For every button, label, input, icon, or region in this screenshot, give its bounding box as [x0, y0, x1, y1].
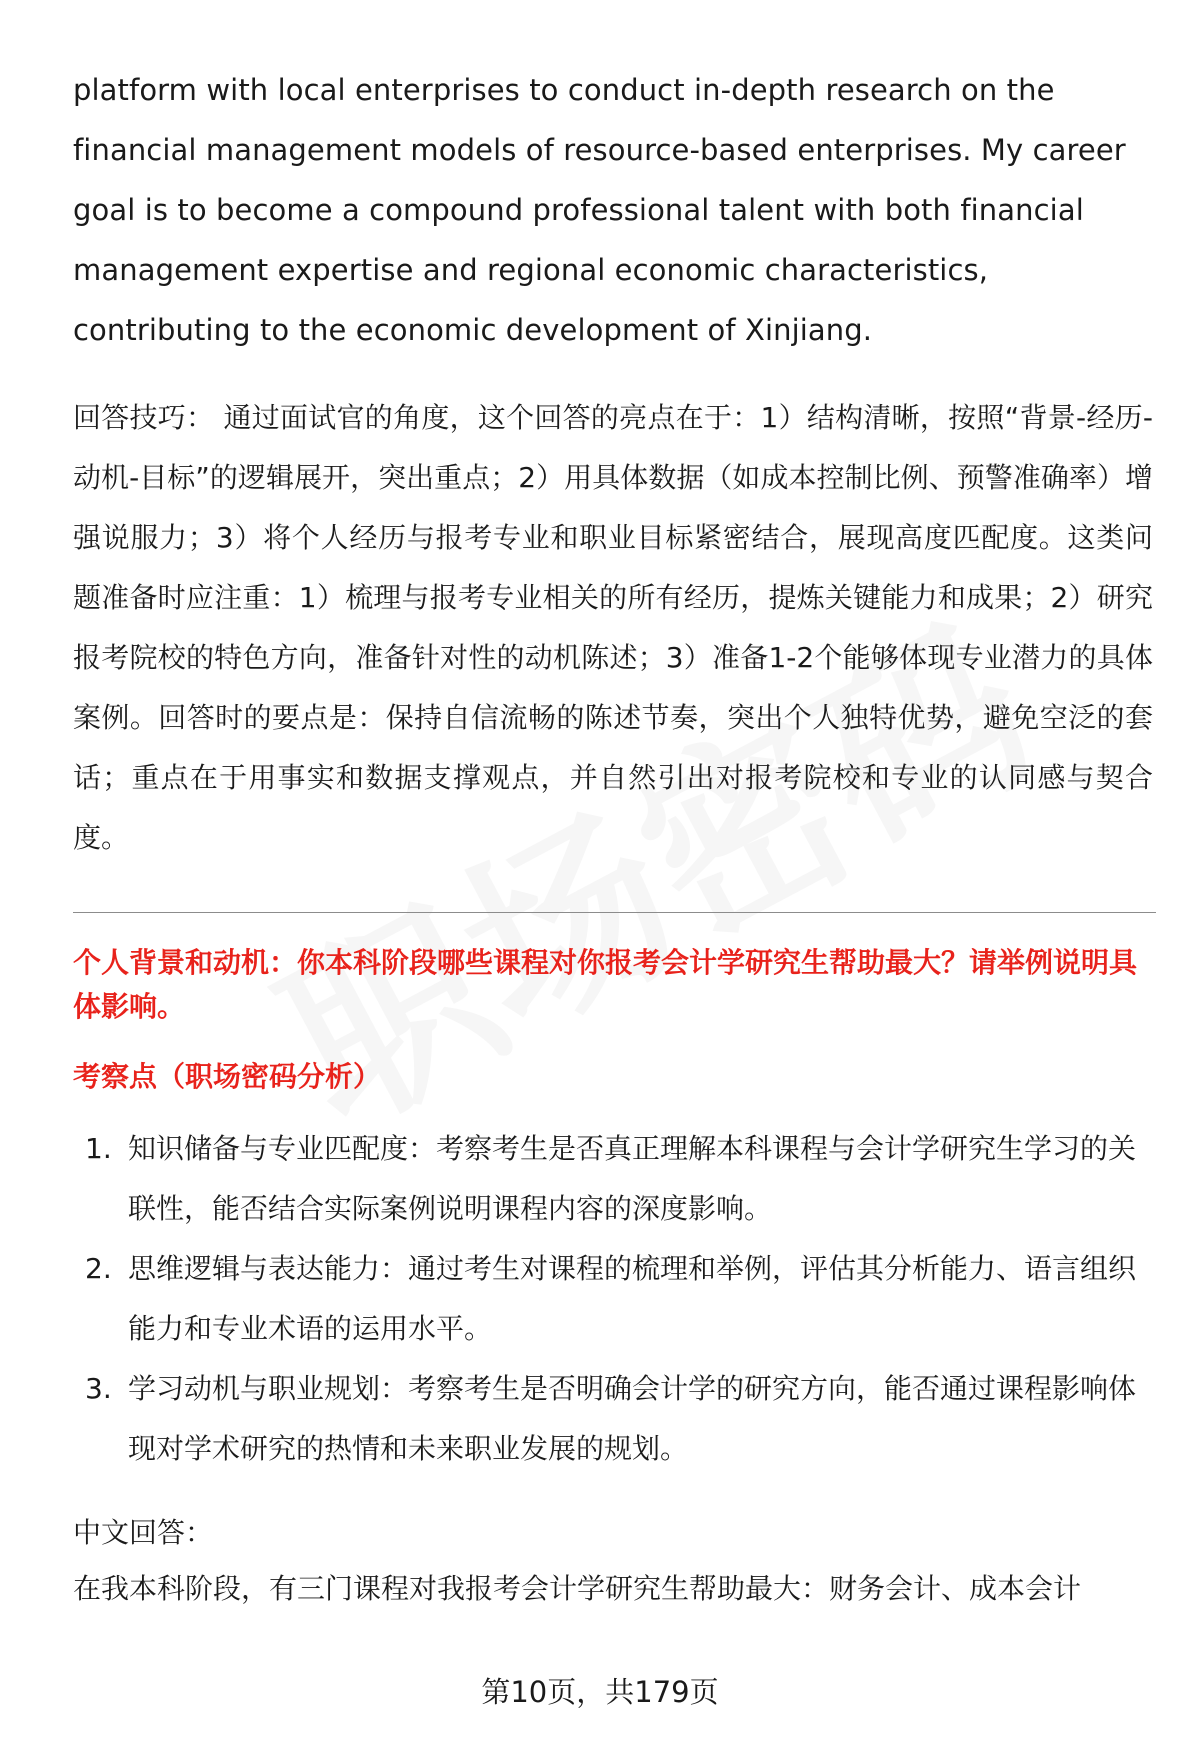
list-item-number: 3.: [85, 1372, 112, 1405]
chinese-answer-label: 中文回答：: [73, 1516, 214, 1549]
document-page: [73, 60, 1153, 1617]
assessment-points-list: [73, 1119, 1153, 1479]
list-item: [73, 1119, 1153, 1239]
assessment-points-title: 考察点（职场密码分析）: [73, 1060, 382, 1093]
question-heading: 个人背景和动机：你本科阶段哪些课程对你报考会计学研究生帮助最大？请举例说明具体影响。: [73, 946, 1138, 1023]
tips-paragraph: 回答技巧： 通过面试官的角度，这个回答的亮点在于：1）结构清晰，按照“背景-经历-动机-目标”的逻辑展开，突出重点；2）用具体数据（如成本控制比例、预警准确率）增强说服力；3）将个人经历与报考专业和职业目标紧密结合，展现高度匹配度。这类问题准备时应注重：1）梳理与报考专业相关的所有经历，提炼关键能力和成果；2）研究报考院校的特色方向，准备针对性的动机陈述；3）准备1-2个能够体现专业潜力的具体案例。回答时的要点是：保持自信流畅的陈述节奏，突出个人独特优势，避免空泛的套话；重点在于用事实和数据支撑观点，并自然引出对报考院校和专业的认同感与契合度。: [73, 401, 1153, 854]
list-item-text: 学习动机与职业规划：考察考生是否明确会计学的研究方向，能否通过课程影响体现对学术研究的热情和未来职业发展的规划。: [128, 1372, 1137, 1465]
english-paragraph: platform with local enterprises to conduct in-depth research on the financial management models of resource-based enterprises. My career goal is to become a compound professional talent with both financial management expertise and regional economic characteristics, contributing to the economic development of Xinjiang.: [73, 73, 1126, 347]
list-item: [73, 1359, 1153, 1479]
page-number: 第10页，共179页: [481, 1675, 719, 1709]
list-item-text: 知识储备与专业匹配度：考察考生是否真正理解本科课程与会计学研究生学习的关联性，能否结合实际案例说明课程内容的深度影响。: [128, 1132, 1137, 1225]
chinese-answer-text: 在我本科阶段，有三门课程对我报考会计学研究生帮助最大：财务会计、成本会计: [73, 1572, 1082, 1605]
section-divider: [73, 912, 1156, 913]
list-item-number: 2.: [85, 1252, 112, 1285]
list-item-number: 1.: [85, 1132, 112, 1165]
list-item: [73, 1239, 1153, 1359]
list-item-text: 思维逻辑与表达能力：通过考生对课程的梳理和举例，评估其分析能力、语言组织能力和专业术语的运用水平。: [128, 1252, 1137, 1345]
